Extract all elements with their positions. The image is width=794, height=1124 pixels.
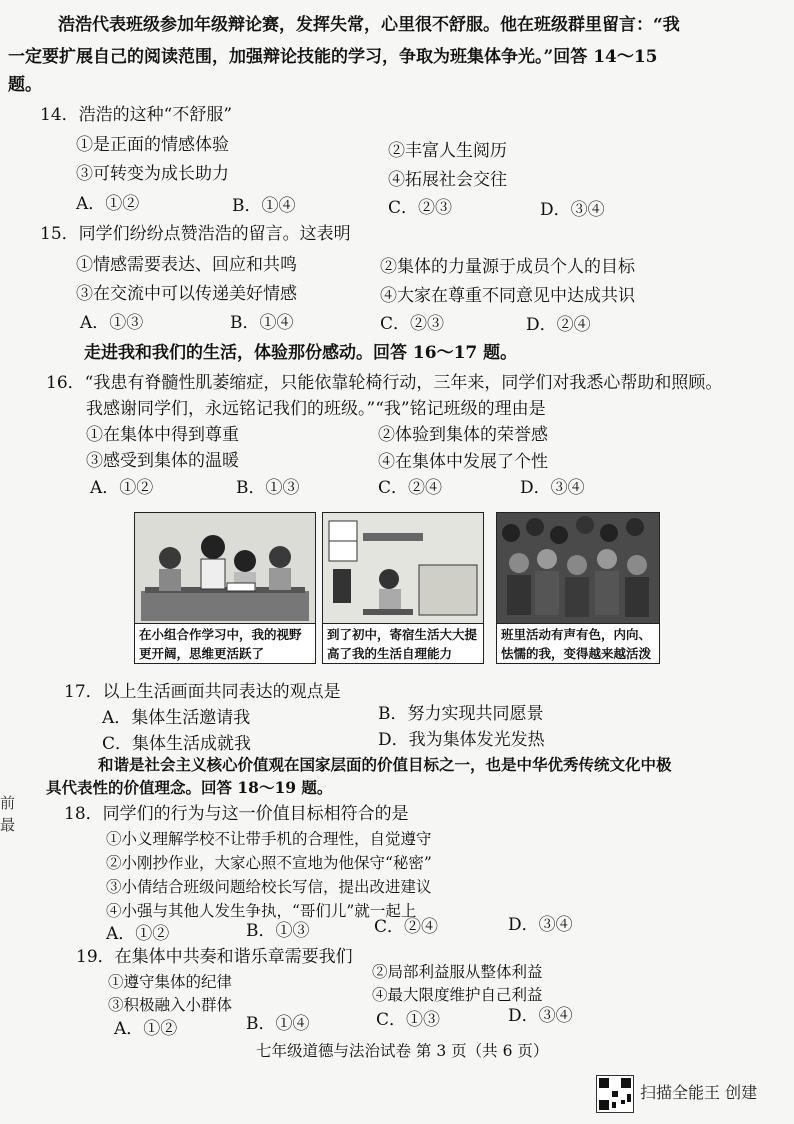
q16-option-1: ①在集体中得到尊重 [86, 425, 239, 445]
q15-option-4: ④大家在尊重不同意见中达成共识 [380, 286, 635, 306]
q15-choice-a: A．①③ [80, 313, 144, 333]
intro1-line3: 题。 [8, 75, 42, 95]
group-study-illustration [135, 513, 315, 623]
q16-stem-1: 16．“我患有脊髓性肌萎缩症，只能依靠轮椅行动，三年来，同学们对我悉心帮助和照顾。 [46, 373, 723, 393]
picture-group-study [134, 512, 316, 664]
margin-char-1: 前 [0, 794, 16, 812]
picture-class-activity [496, 512, 660, 664]
intro2-line1: 走进我和我们的生活，体验那份感动。回答 16～17 题。 [84, 343, 518, 363]
q16-option-3: ③感受到集体的温暖 [86, 451, 239, 471]
q15-choice-b: B．①④ [230, 313, 294, 333]
q19-stem: 19．在集体中共奏和谐乐章需要我们 [76, 947, 353, 967]
q18-choice-a: A．①② [106, 924, 170, 944]
q19-choice-a: A．①② [114, 1019, 178, 1039]
q19-option-3: ③积极融入小群体 [108, 996, 233, 1014]
q18-choice-d: D．③④ [508, 915, 573, 935]
q14-choice-b: B．①④ [232, 196, 296, 216]
watermark-text: 扫描全能王 创建 [640, 1083, 758, 1102]
q19-choice-b: B．①④ [246, 1014, 310, 1034]
q15-stem: 15．同学们纷纷点赞浩浩的留言。这表明 [40, 224, 351, 244]
q14-option-3: ③可转变为成长助力 [76, 164, 229, 184]
q15-choice-c: C．②③ [380, 314, 445, 334]
q14-option-2: ②丰富人生阅历 [388, 141, 507, 161]
q18-stem: 18．同学们的行为与这一价值目标相符合的是 [64, 804, 409, 824]
q16-choice-b: B．①③ [236, 478, 300, 498]
q16-option-4: ④在集体中发展了个性 [378, 452, 548, 472]
intro3-line2: 具代表性的价值理念。回答 18～19 题。 [46, 778, 333, 797]
q18-option-2: ②小刚抄作业，大家心照不宣地为他保守“秘密” [106, 854, 432, 872]
page-footer: 七年级道德与法治试卷 第 3 页（共 6 页） [256, 1042, 549, 1060]
q14-option-4: ④拓展社会交往 [388, 170, 507, 190]
boarding-illustration [323, 513, 483, 623]
q19-option-1: ①遵守集体的纪律 [108, 973, 233, 991]
picture-boarding [322, 512, 484, 664]
q18-option-3: ③小倩结合班级问题给校长写信，提出改进建议 [106, 878, 432, 896]
q14-stem: 14．浩浩的这种“不舒服” [40, 105, 233, 125]
picture-class-activity-caption: 班里活动有声有色，内向、怯懦的我，变得越来越活泼 [497, 623, 659, 663]
q17-choice-b: B．努力实现共同愿景 [378, 704, 544, 724]
q19-choice-d: D．③④ [508, 1006, 573, 1026]
q17-choice-d: D．我为集体发光发热 [378, 730, 545, 750]
q15-option-3: ③在交流中可以传递美好情感 [76, 284, 297, 304]
q17-choice-a: A．集体生活邀请我 [102, 708, 251, 728]
q17-choice-c: C．集体生活成就我 [102, 734, 252, 754]
intro1-line1: 浩浩代表班级参加年级辩论赛，发挥失常，心里很不舒服。他在班级群里留言：“我 [58, 15, 680, 35]
q18-option-4: ④小强与其他人发生争执，“哥们儿”就一起上 [106, 902, 417, 920]
qr-code-icon [596, 1075, 634, 1113]
q16-option-2: ②体验到集体的荣誉感 [378, 425, 548, 445]
q16-choice-a: A．①② [90, 478, 154, 498]
q14-choice-a: A．①② [76, 194, 140, 214]
q16-choice-d: D．③④ [520, 478, 585, 498]
intro1-line2: 一定要扩展自己的阅读范围，加强辩论技能的学习，争取为班集体争光。”回答 14～15 [8, 47, 658, 67]
class-activity-illustration [497, 513, 659, 623]
picture-group-study-caption: 在小组合作学习中，我的视野更开阔，思维更活跃了 [135, 623, 315, 663]
margin-char-2: 最 [0, 816, 16, 834]
q18-option-1: ①小义理解学校不让带手机的合理性，自觉遵守 [106, 830, 432, 848]
q15-option-1: ①情感需要表达、回应和共鸣 [76, 255, 297, 275]
q18-choice-b: B．①③ [246, 921, 310, 941]
picture-boarding-caption: 到了初中，寄宿生活大大提高了我的生活自理能力 [323, 623, 483, 663]
q19-choice-c: C．①③ [376, 1010, 441, 1030]
q14-option-1: ①是正面的情感体验 [76, 135, 229, 155]
q15-choice-d: D．②④ [526, 315, 591, 335]
q15-option-2: ②集体的力量源于成员个人的目标 [380, 257, 635, 277]
q14-choice-d: D．③④ [540, 200, 605, 220]
q16-stem-2: 我感谢同学们，永远铭记我们的班级。”“我”铭记班级的理由是 [86, 399, 546, 419]
q18-choice-c: C．②④ [374, 917, 439, 937]
intro3-line1: 和谐是社会主义核心价值观在国家层面的价值目标之一，也是中华优秀传统文化中极 [98, 755, 672, 774]
q14-choice-c: C．②③ [388, 198, 453, 218]
q19-option-4: ④最大限度维护自己利益 [372, 986, 543, 1004]
q19-option-2: ②局部利益服从整体利益 [372, 963, 543, 981]
q17-stem: 17．以上生活画面共同表达的观点是 [64, 682, 341, 702]
q16-choice-c: C．②④ [378, 478, 443, 498]
